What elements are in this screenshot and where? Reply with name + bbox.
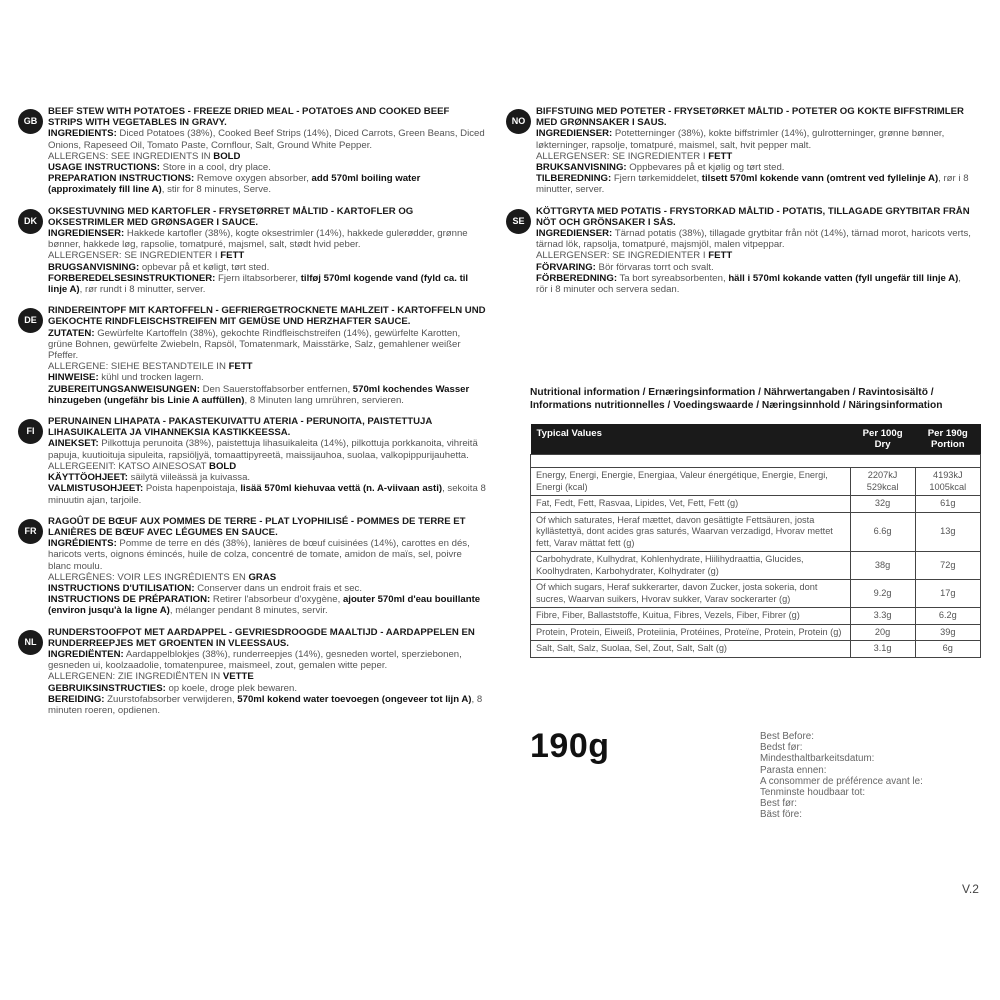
per-100g-value bbox=[850, 624, 915, 641]
info-strong: VETTE bbox=[222, 671, 254, 683]
language-badge: SE bbox=[506, 209, 531, 234]
value-part: 529kcal bbox=[866, 481, 899, 492]
nutrition-row bbox=[531, 580, 981, 608]
value-part: 20g bbox=[874, 626, 891, 637]
info-text: Pomme de terre en dés (38%), lanières de bœuf cuisinées (14%), carottes en dés, haricots verts, oignons émincés, huile de colza, concentré de tomate, amidon de maïs, sel, poivre blanc moulu. bbox=[48, 538, 470, 572]
per-portion-value bbox=[915, 580, 980, 608]
language-section-de bbox=[14, 305, 486, 406]
value-part: 13g bbox=[940, 526, 956, 536]
info-line bbox=[48, 328, 486, 362]
info-text: Conserver dans un endroit frais et sec. bbox=[194, 582, 362, 594]
per-100g-label: Per 100g bbox=[862, 428, 903, 439]
info-label: ZUBEREITUNGSANWEISUNGEN: bbox=[48, 383, 200, 395]
info-line bbox=[48, 372, 486, 383]
language-section-no bbox=[502, 106, 972, 196]
value-part: 32g bbox=[874, 498, 891, 508]
language-badge: DE bbox=[18, 308, 43, 333]
product-title: OKSESTUVNING MED KARTOFLER - FRYSETØRRET MÅLTID - KARTOFLER OG OKSESTRIMLER MED GRØNSAGER I SAUCE. bbox=[48, 205, 414, 228]
info-text: Hakkede kartofler (38%), kogte oksestrimler (14%), hakkede gulerødder, grønne bønner, hakkede løg, rapsolie, tomatpuré, majsmel, salt, stødt hvid peber. bbox=[48, 228, 468, 251]
product-title: KÖTTGRYTA MED POTATIS - FRYSTORKAD MÅLTID - POTATIS, TILLAGADE GRYTBITAR FRÅN NÖT OCH GRÖNSAKER I SÅS. bbox=[536, 205, 970, 228]
info-label: INGREDIENTS: bbox=[48, 128, 117, 140]
info-text: Potetterninger (38%), kokte biffstrimler (14%), gulrotterninger, grønne bønner, løkterninger, rapsolje, tomatpuré, maismel, salt, hvit pepper malt. bbox=[536, 128, 945, 151]
value-part: 72g bbox=[940, 559, 956, 570]
info-text: op koele, droge plek bewaren. bbox=[165, 682, 297, 694]
language-section-nl bbox=[14, 627, 486, 717]
info-line bbox=[48, 472, 486, 483]
info-line bbox=[48, 683, 486, 694]
product-title: RUNDERSTOOFPOT MET AARDAPPEL - GEVRIESDROOGDE MAALTIJD - AARDAPPELEN EN RUNDERREEPJES MET GROENTEN IN VLEESSAUS. bbox=[48, 626, 475, 649]
best-before-line: Tenminste houdbaar tot: bbox=[760, 787, 866, 799]
info-label: GEBRUIKSINSTRUCTIES: bbox=[48, 682, 166, 694]
info-text: kühl und trocken lagern. bbox=[98, 372, 204, 384]
nutrient-label: Fibre, Fiber, Ballaststoffe, Kuitua, Fibres, Vezels, Fiber, Fibrer (g) bbox=[531, 608, 851, 625]
language-badge: GB bbox=[18, 109, 43, 134]
info-text: Remove oxygen absorber, bbox=[194, 173, 312, 185]
info-line bbox=[48, 361, 486, 372]
value-part: 1005kcal bbox=[929, 481, 967, 492]
nutrition-row bbox=[531, 496, 981, 513]
info-label: PREPARATION INSTRUCTIONS: bbox=[48, 173, 195, 185]
best-before-line: A consommer de préférence avant le: bbox=[760, 775, 923, 787]
value-part: 39g bbox=[940, 626, 956, 637]
nutrition-row bbox=[531, 641, 981, 658]
language-badge: FR bbox=[18, 519, 43, 544]
per-190g-header bbox=[915, 424, 980, 455]
info-text: ALLERGENSER: SE INGREDIENTER I bbox=[48, 250, 221, 262]
per-100g-value bbox=[850, 641, 915, 658]
info-text: ALLERGÈNES: VOIR LES INGRÉDIENTS EN bbox=[48, 571, 249, 583]
info-label: BRUKSANVISNING: bbox=[536, 162, 627, 174]
info-line bbox=[48, 228, 486, 250]
value-part: 6.6g bbox=[873, 526, 892, 536]
info-text: , 8 minuten roeren, opdienen. bbox=[48, 693, 483, 716]
info-text: ALLERGEENIT: KATSO AINESOSAT bbox=[48, 460, 210, 472]
language-badge: DK bbox=[18, 209, 43, 234]
info-strong: GRAS bbox=[248, 571, 277, 583]
info-line bbox=[48, 572, 486, 583]
info-text: , rør i 8 minutter, server. bbox=[536, 173, 969, 196]
nutrition-row bbox=[531, 552, 981, 580]
nutrient-label: Energy, Energi, Energie, Energiaa, Valeur énergétique, Energie, Energi, Energi (kcal) bbox=[531, 468, 851, 496]
info-text: Retirer l'absorbeur d'oxygène, bbox=[210, 594, 343, 606]
info-text: Poista hapenpoistaja, bbox=[143, 483, 241, 495]
best-before-line: Best Before: bbox=[760, 731, 814, 742]
info-line bbox=[536, 151, 972, 162]
best-before-line: Best før: bbox=[760, 798, 798, 810]
info-line bbox=[48, 151, 486, 162]
per-portion-value bbox=[915, 624, 980, 641]
info-text: Diced Potatoes (38%), Cooked Beef Strips (14%), Diced Carrots, Green Beans, Diced Onions, Rapeseed Oil, Tomato Paste, Cornflour, Salt, Ground White Pepper. bbox=[48, 128, 485, 151]
info-strong: FETT bbox=[708, 250, 733, 262]
info-label: INSTRUCTIONS DE PRÉPARATION: bbox=[48, 594, 211, 606]
nutrition-row bbox=[531, 468, 981, 496]
info-line bbox=[536, 262, 972, 273]
info-strong: 570ml kochendes Wasser hinzugeben (ungefähr bis Linie A auffüllen) bbox=[48, 383, 470, 406]
info-label: AINEKSET: bbox=[48, 438, 99, 450]
info-strong: 570ml kokend water toevoegen (ongeveer tot lijn A) bbox=[237, 693, 472, 705]
info-strong: tilføj 570ml kogende vand (fyld ca. til linje A) bbox=[48, 272, 469, 296]
info-label: INGREDIËNTEN: bbox=[48, 648, 124, 660]
info-text: Fjern iltabsorberer, bbox=[215, 272, 301, 284]
info-text: , rør rundt i 8 minutter, server. bbox=[79, 284, 206, 296]
portion-label: Portion bbox=[931, 439, 965, 450]
per-portion-value bbox=[915, 468, 980, 496]
info-strong: FETT bbox=[708, 150, 733, 162]
per-portion-value bbox=[915, 608, 980, 625]
info-text: , sekoita 8 minuutin ajan, tarjoile. bbox=[48, 483, 486, 506]
info-label: TILBEREDNING: bbox=[536, 173, 612, 185]
best-before-line: Bäst före: bbox=[760, 809, 802, 821]
per-100g-value bbox=[850, 580, 915, 608]
info-label: HINWEISE: bbox=[48, 372, 99, 384]
info-label: INGREDIENSER: bbox=[536, 228, 613, 240]
info-strong: add 570ml boiling water (approximately fill line A) bbox=[48, 173, 421, 196]
per-190g-label: Per 190g bbox=[927, 428, 968, 439]
spacer-cell bbox=[531, 455, 981, 468]
info-line bbox=[48, 128, 486, 150]
per-portion-value bbox=[915, 496, 980, 513]
language-section-fi bbox=[14, 416, 486, 506]
info-text: Zuurstofabsorber verwijderen, bbox=[104, 693, 238, 705]
spacer-row bbox=[531, 455, 981, 468]
info-line bbox=[536, 228, 972, 250]
value-part: 9.2g bbox=[873, 587, 892, 598]
info-line bbox=[48, 273, 486, 295]
nutrient-label: Carbohydrate, Kulhydrat, Kohlenhydrate, Hiilihydraattia, Glucides, Koolhydraten, Karbohydrater, Kolhydrater (g) bbox=[531, 552, 851, 580]
info-line bbox=[48, 671, 486, 682]
nutrition-heading: Nutritional information / Ernæringsinformation / Nährwertangaben / Ravintosisältö / Informations nutritionnelles / Voedingswaarde / Næringsinnhold / Näringsinformation bbox=[530, 387, 943, 411]
info-line bbox=[536, 250, 972, 261]
value-part: 17g bbox=[940, 587, 956, 598]
best-before-line: Mindesthaltbarkeitsdatum: bbox=[760, 753, 875, 765]
info-text: ALLERGENEN: ZIE INGREDIËNTEN IN bbox=[48, 671, 223, 683]
info-strong: ajouter 570ml d'eau bouillante (environ jusqu'à la ligne A) bbox=[48, 594, 481, 617]
value-part: 2207kJ bbox=[867, 470, 898, 480]
info-label: INSTRUCTIONS D'UTILISATION: bbox=[48, 582, 195, 594]
left-column bbox=[14, 106, 486, 726]
info-line bbox=[536, 128, 972, 150]
per-100g-value bbox=[850, 552, 915, 580]
nutrient-label: Of which sugars, Heraf sukkerarter, davon Zucker, josta sokeria, dont sucres, Waarvan suikers, Hvorav sukker, Varav sockerarter (g) bbox=[531, 580, 851, 608]
info-line bbox=[48, 538, 486, 572]
product-title: RAGOÛT DE BŒUF AUX POMMES DE TERRE - PLAT LYOPHILISÉ - POMMES DE TERRE ET LANIÈRES DE BŒUF AVEC LÉGUMES EN SAUCE. bbox=[48, 515, 466, 538]
info-text: Oppbevares på et kjølig og tørt sted. bbox=[626, 162, 785, 174]
info-label: BRUGSANVISNING: bbox=[48, 261, 140, 273]
product-title: RINDEREINTOPF MIT KARTOFFELN - GEFRIERGETROCKNETE MAHLZEIT - KARTOFFELN UND GEKOCHTE RINDFLEISCHSTREIFEN MIT GEMÜSE UND HERZHAFTER SAUCE. bbox=[48, 305, 486, 328]
info-text: Bör förvaras torrt och svalt. bbox=[595, 261, 714, 273]
version-label: V.2 bbox=[962, 882, 979, 896]
info-line bbox=[48, 461, 486, 472]
info-line bbox=[48, 438, 486, 460]
per-100g-value bbox=[850, 608, 915, 625]
info-text: , rör i 8 minuter och servera sedan. bbox=[536, 272, 961, 296]
info-text: Aardappelblokjes (38%), runderreepjes (14%), gesneden wortel, sperziebonen, gesneden ui, koolzaadolie, tomatenpuree, maismeel, zout, gemalen witte peper. bbox=[48, 648, 462, 672]
info-strong: BOLD bbox=[213, 150, 241, 162]
info-label: FÖRBEREDNING: bbox=[536, 272, 618, 284]
right-column bbox=[502, 106, 972, 305]
info-text: ALLERGENS: SEE INGREDIENTS IN bbox=[48, 150, 214, 162]
language-badge: NO bbox=[506, 109, 531, 134]
nutrient-label: Of which saturates, Heraf mættet, davon gesättigte Fettsäuren, josta kyllästettyä, dont acides gras saturés, Waarvan verzadigd, Hvorav mettet fett, Varav mättat fett (g) bbox=[531, 512, 851, 552]
language-section-fr bbox=[14, 516, 486, 617]
info-text: Store in a cool, dry place. bbox=[159, 162, 271, 174]
nutrition-header-row bbox=[531, 424, 981, 455]
language-section-se bbox=[502, 206, 972, 296]
info-line bbox=[536, 273, 972, 295]
value-part: 6g bbox=[942, 643, 953, 653]
info-text: Fjern tørkemiddelet, bbox=[611, 173, 702, 185]
per-portion-value bbox=[915, 512, 980, 552]
product-title: BEEF STEW WITH POTATOES - FREEZE DRIED MEAL - POTATOES AND COOKED BEEF STRIPS WITH VEGETABLES IN GRAVY. bbox=[48, 106, 450, 129]
info-strong: BOLD bbox=[209, 460, 237, 472]
info-text: Tärnad potatis (38%), tillagade grytbitar från nöt (14%), tärnad morot, haricots verts, tärnad lök, rapsolja, tomatpuré, majsmjöl, malen vitpeppar. bbox=[536, 228, 971, 251]
value-part: 38g bbox=[874, 559, 891, 570]
best-before-line: Parasta ennen: bbox=[760, 764, 827, 776]
info-label: USAGE INSTRUCTIONS: bbox=[48, 162, 160, 174]
info-text: Gewürfelte Kartoffeln (38%), gekochte Rindfleischstreifen (14%), gewürfelte Karotten, grüne Bohnen, gewürfelte Zwiebeln, Rapsöl, Tomatenmark, Maisstärke, Salz, gemahlener weißer Pfeffer. bbox=[48, 327, 461, 362]
info-text: Pilkottuja perunoita (38%), paistettuja lihasuikaleita (14%), pilkottuja porkkanoita, vihreitä papuja, kuutioituja sipuleita, rapsiöljyä, tomaattipyreetä, maissijauhoa, suolaa, valkopippurijauhetta. bbox=[48, 438, 478, 461]
best-before-block bbox=[760, 731, 923, 821]
product-title: BIFFSTUING MED POTETER - FRYSETØRKET MÅLTID - POTETER OG KOKTE BIFFSTRIMLER MED GRØNNSAKER I SAUS. bbox=[536, 106, 964, 129]
info-text: säilytä viileässä ja kuivassa. bbox=[127, 472, 251, 484]
info-line bbox=[48, 173, 486, 195]
info-line bbox=[48, 162, 486, 173]
info-text: ALLERGENSER: SE INGREDIENTER I bbox=[536, 150, 709, 162]
language-badge: NL bbox=[18, 630, 43, 655]
info-strong: tilsett 570ml kokende vann (omtrent ved fyllelinje A) bbox=[701, 173, 939, 185]
info-line bbox=[48, 694, 486, 716]
info-line bbox=[536, 173, 972, 195]
info-label: VALMISTUSOHJEET: bbox=[48, 483, 144, 495]
typical-values-header: Typical Values bbox=[531, 424, 851, 455]
info-line bbox=[536, 162, 972, 173]
dry-label: Dry bbox=[874, 439, 891, 450]
info-text: Den Sauerstoffabsorber entfernen, bbox=[199, 383, 353, 395]
info-text: opbevar på et køligt, tørt sted. bbox=[139, 261, 270, 273]
info-strong: FETT bbox=[228, 361, 253, 373]
info-text: , 8 Minuten lang umrühren, servieren. bbox=[244, 394, 404, 406]
info-text: ALLERGENSER: SE INGREDIENTER I bbox=[536, 250, 709, 262]
info-text: , stir for 8 minutes, Serve. bbox=[161, 184, 272, 196]
best-before-line: Bedst før: bbox=[760, 742, 803, 754]
info-strong: FETT bbox=[220, 250, 245, 262]
info-strong: lisää 570ml kiehuvaa vettä (n. A-viivaan asti) bbox=[240, 483, 443, 495]
value-part: 6.2g bbox=[938, 610, 957, 620]
info-label: ZUTATEN: bbox=[48, 327, 95, 339]
info-text: , mélanger pendant 8 minutes, servir. bbox=[169, 605, 328, 617]
per-100g-value bbox=[850, 496, 915, 513]
info-label: FORBEREDELSESINSTRUKTIONER: bbox=[48, 272, 216, 284]
nutrition-row bbox=[531, 512, 981, 552]
net-weight: 190g bbox=[530, 727, 610, 765]
per-portion-value bbox=[915, 641, 980, 658]
info-text: ALLERGENE: SIEHE BESTANDTEILE IN bbox=[48, 361, 229, 373]
info-line bbox=[48, 262, 486, 273]
product-title: PERUNAINEN LIHAPATA - PAKASTEKUIVATTU ATERIA - PERUNOITA, PAISTETTUJA LIHASUIKALEITA JA VIHANNEKSIA KASTIKKEESSA. bbox=[48, 416, 432, 439]
per-portion-value bbox=[915, 552, 980, 580]
info-label: INGREDIENSER: bbox=[536, 128, 613, 140]
language-badge: FI bbox=[18, 419, 43, 444]
info-text: Ta bort syreabsorbenten, bbox=[617, 272, 729, 284]
info-label: FÖRVARING: bbox=[536, 261, 596, 273]
info-label: BEREIDING: bbox=[48, 693, 105, 705]
per-100g-header bbox=[850, 424, 915, 455]
value-part: 61g bbox=[940, 498, 956, 508]
info-line bbox=[48, 250, 486, 261]
info-line bbox=[48, 649, 486, 671]
info-label: INGRÉDIENTS: bbox=[48, 538, 117, 550]
info-strong: häll i 570ml kokande vatten (fyll ungefär till linje A) bbox=[728, 272, 959, 284]
per-100g-value bbox=[850, 468, 915, 496]
info-line bbox=[48, 583, 486, 594]
nutrition-table bbox=[530, 424, 981, 658]
value-part: 3.3g bbox=[873, 610, 892, 620]
nutrition-row bbox=[531, 608, 981, 625]
info-line bbox=[48, 594, 486, 616]
nutrient-label: Salt, Salt, Salz, Suolaa, Sel, Zout, Salt, Salt (g) bbox=[531, 641, 851, 658]
per-100g-value bbox=[850, 512, 915, 552]
nutrient-label: Protein, Protein, Eiweiß, Proteiinia, Protéines, Proteïne, Protein, Protein (g) bbox=[531, 624, 851, 641]
info-line bbox=[48, 483, 486, 505]
language-section-dk bbox=[14, 206, 486, 296]
info-line bbox=[48, 384, 486, 406]
info-label: KÄYTTÖOHJEET: bbox=[48, 472, 128, 484]
value-part: 3.1g bbox=[873, 643, 892, 653]
info-label: INGREDIENSER: bbox=[48, 228, 125, 240]
language-section-gb bbox=[14, 106, 486, 196]
value-part: 4193kJ bbox=[932, 470, 963, 480]
nutrition-row bbox=[531, 624, 981, 641]
nutrient-label: Fat, Fedt, Fett, Rasvaa, Lipides, Vet, Fett, Fett (g) bbox=[531, 496, 851, 513]
